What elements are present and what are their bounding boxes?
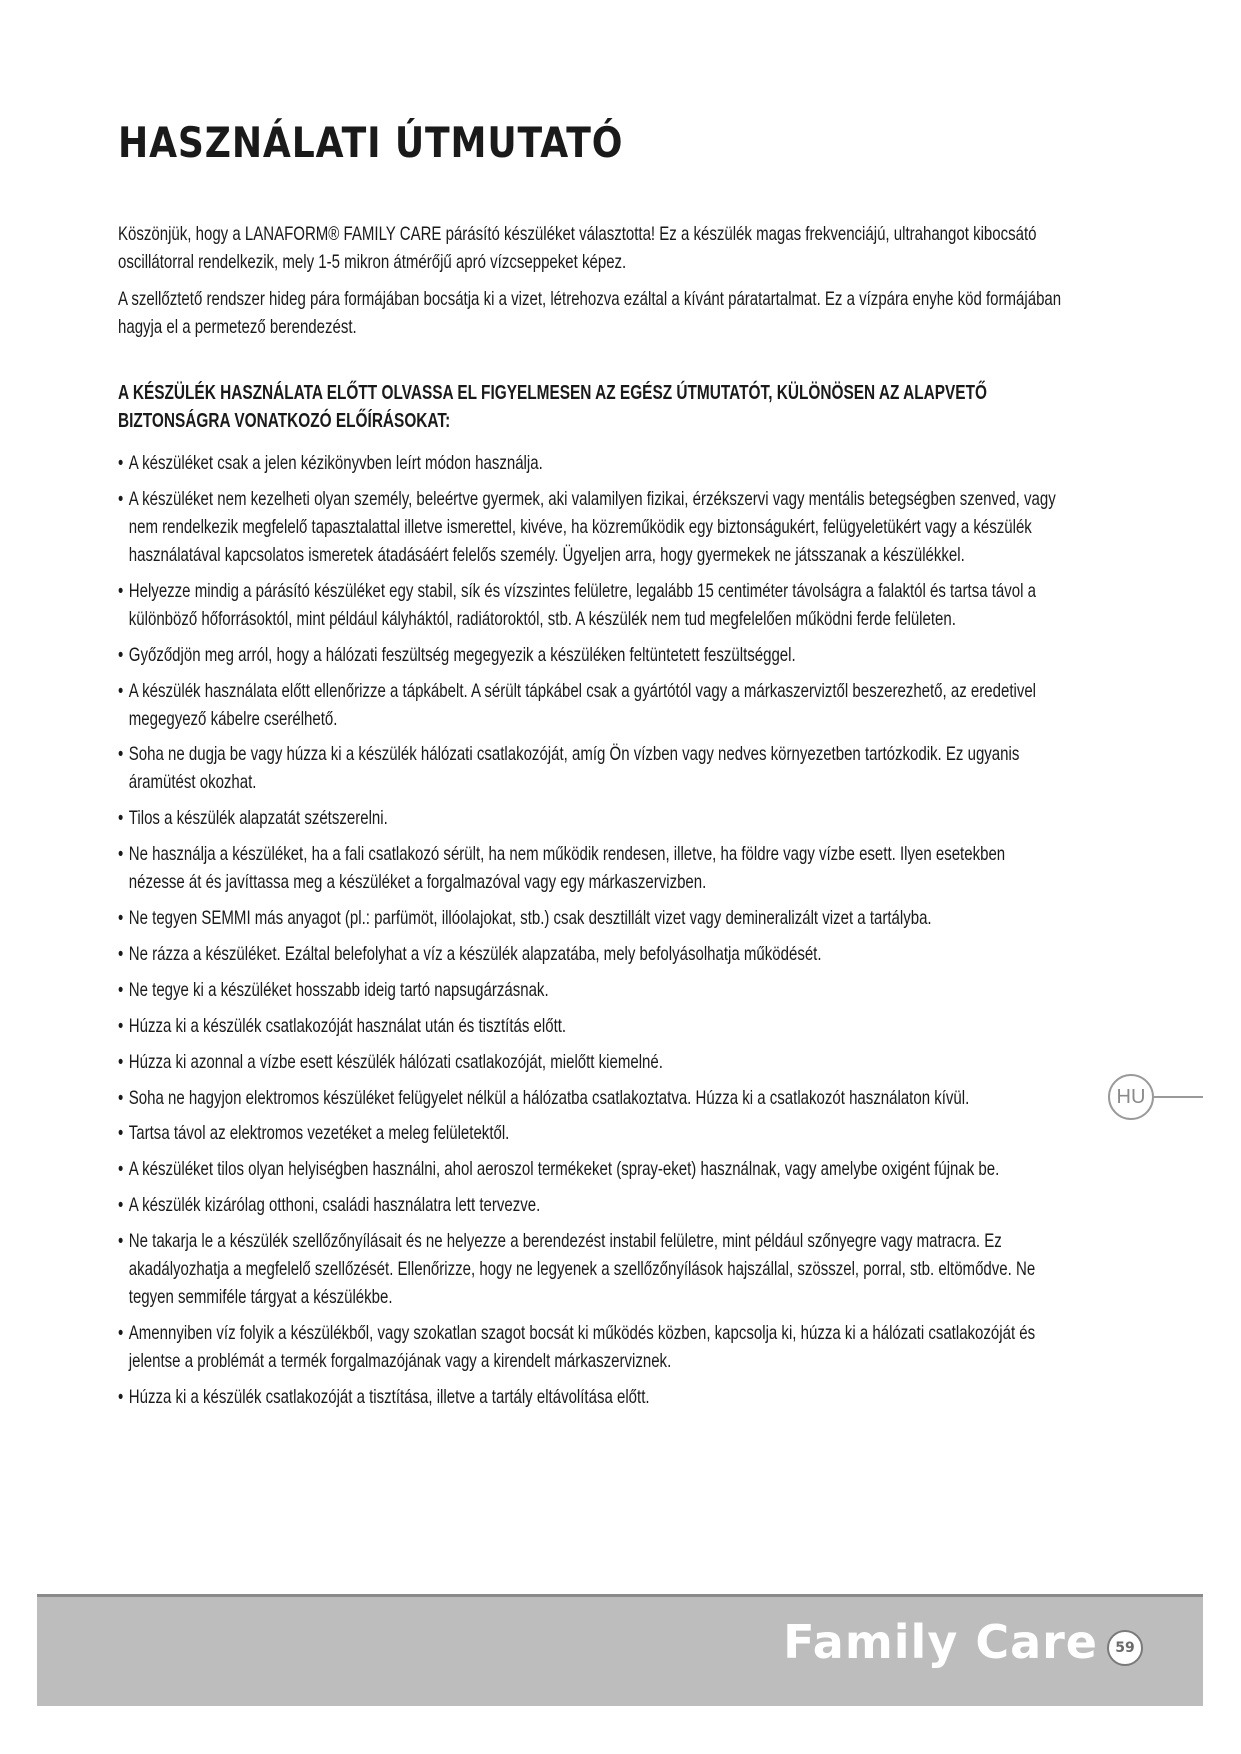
list-item: • A készüléket nem kezelheti olyan személy, beleértve gyermek, aki valamilyen fizikai, érzékszervi vagy mentális betegségben szenved, vagy nem rendelkezik megfelelő tapasztalattal illetve ismerettel, kivéve, ha közreműködik egy biztonságukért, felügyeletükért vagy a készülék használatával kapcsolatos ismeretek átadásáért felelős személy. Ügyeljen arra, hogy gyermekek ne játsszanak a készülékkel.: [118, 485, 1065, 569]
language-tab-line: [1154, 1096, 1203, 1098]
list-item: • A készülék kizárólag otthoni, családi használatra lett tervezve.: [118, 1191, 1065, 1219]
page-number-badge: 59: [1107, 1630, 1143, 1666]
safety-rules-list: [118, 449, 1065, 1411]
footer-bar: [37, 1594, 1203, 1706]
intro-paragraph: A szellőztető rendszer hideg pára formájában bocsátja ki a vizet, létrehozva ezáltal a kívánt páratartalmat. Ez a vízpára enyhe köd formájában hagyja el a permetező berendezést.: [118, 288, 1062, 338]
list-item: • Tilos a készülék alapzatát szétszerelni.: [118, 804, 1065, 832]
list-item: • Húzza ki a készülék csatlakozóját használat után és tisztítás előtt.: [118, 1012, 1065, 1040]
list-item: • Tartsa távol az elektromos vezetéket a meleg felületektől.: [118, 1119, 1065, 1147]
list-item: • Ne rázza a készüléket. Ezáltal belefolyhat a víz a készülék alapzatába, mely befolyásolhatja működését.: [118, 940, 1065, 968]
manual-content: [118, 220, 1065, 1419]
list-item: • Húzza ki azonnal a vízbe esett készülék hálózati csatlakozóját, mielőtt kiemelné.: [118, 1048, 1065, 1076]
list-item: • Húzza ki a készülék csatlakozóját a tisztítása, illetve a tartály eltávolítása előtt.: [118, 1383, 1065, 1411]
list-item: • Ne takarja le a készülék szellőzőnyílásait és ne helyezze a berendezést instabil felületre, mint például szőnyegre vagy matracra. Ez akadályozhatja a megfelelő szellőzését. Ellenőrizze, hogy ne legyenek a szellőzőnyílások hajszállal, szösszel, porral, stb. eltömődve. Ne tegyen semmiféle tárgyat a készülékbe.: [118, 1227, 1065, 1311]
list-item: • Soha ne dugja be vagy húzza ki a készülék hálózati csatlakozóját, amíg Ön vízben vagy nedves környezetben tartózkodik. Ez ugyanis áramütést okozhat.: [118, 740, 1065, 796]
list-item: • Soha ne hagyjon elektromos készüléket felügyelet nélkül a hálózatba csatlakoztatva. Húzza ki a csatlakozót használaton kívül.: [118, 1084, 1065, 1112]
list-item: • Amennyiben víz folyik a készülékből, vagy szokatlan szagot bocsát ki működés közben, kapcsolja ki, húzza ki a hálózati csatlakozóját és jelentse a problémát a termék forgalmazójának vagy a kirendelt márkaszerviznek.: [118, 1319, 1065, 1375]
page-title: HASZNÁLATI ÚTMUTATÓ: [118, 118, 624, 167]
list-item: • Győződjön meg arról, hogy a hálózati feszültség megegyezik a készüléken feltüntetett feszültséggel.: [118, 641, 1065, 669]
list-item: • Helyezze mindig a párásító készüléket egy stabil, sík és vízszintes felületre, legalább 15 centiméter távolságra a falaktól és tartsa távol a különböző hőforrásoktól, mint például kályháktól, radiátoroktól, stb. A készülék nem tud megfelelően működni ferde felületen.: [118, 577, 1065, 633]
language-tab: HU: [1108, 1074, 1154, 1120]
list-item: • Ne használja a készüléket, ha a fali csatlakozó sérült, ha nem működik rendesen, illetve, ha földre vagy vízbe esett. Ilyen esetekben nézesse át és javíttassa meg a készüléket a forgalmazóval vagy egy márkaszervizben.: [118, 840, 1065, 896]
list-item: • Ne tegyen SEMMI más anyagot (pl.: parfümöt, illóolajokat, stb.) csak desztillált vizet vagy demineralizált vizet a tartályba.: [118, 904, 1065, 932]
intro-paragraph: Köszönjük, hogy a LANAFORM® FAMILY CARE párásító készüléket választotta! Ez a készülék magas frekvenciájú, ultrahangot kibocsátó oscillátorral rendelkezik, mely 1-5 mikron átmérőjű apró vízcseppeket képez.: [118, 223, 1037, 273]
list-item: • A készüléket csak a jelen kézikönyvben leírt módon használja.: [118, 449, 1065, 477]
list-item: • Ne tegye ki a készüléket hosszabb ideig tartó napsugárzásnak.: [118, 976, 1065, 1004]
brand-name: Family Care: [783, 1615, 1098, 1669]
list-item: • A készülék használata előtt ellenőrizze a tápkábelt. A sérült tápkábel csak a gyártótól vagy a márkaszerviztől beszerezhető, az eredetivel megegyező kábelre cserélhető.: [118, 677, 1065, 733]
list-item: • A készüléket tilos olyan helyiségben használni, ahol aeroszol termékeket (spray-eket) használnak, vagy amelybe oxigént fújnak be.: [118, 1155, 1065, 1183]
safety-warning-heading: A KÉSZÜLÉK HASZNÁLATA ELŐTT OLVASSA EL FIGYELMESEN AZ EGÉSZ ÚTMUTATÓT, KÜLÖNÖSEN AZ ALAPVETŐ BIZTONSÁGRA VONATKOZÓ ELŐÍRÁSOKAT:: [118, 382, 987, 432]
